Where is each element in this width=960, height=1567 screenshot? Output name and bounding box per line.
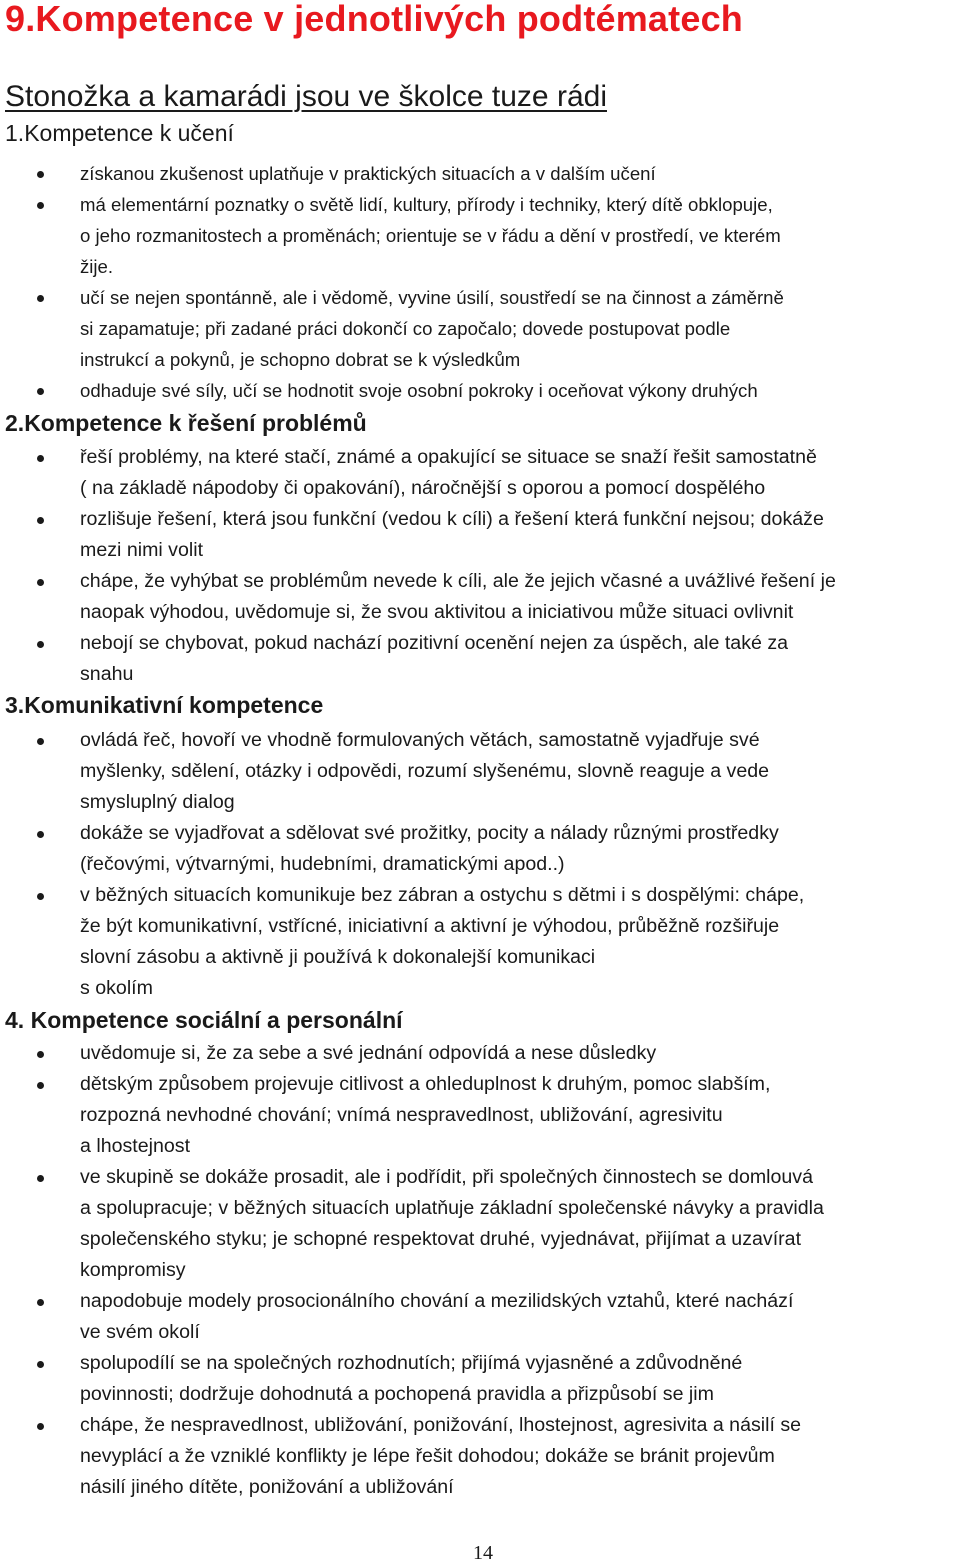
list-item-text: naopak výhodou, uvědomuje si, že svou aktivitou a iniciativou může situaci ovlivnit — [80, 601, 794, 623]
section-number: 4. — [5, 1007, 31, 1033]
list-item — [0, 375, 960, 406]
section-2-list — [0, 442, 960, 690]
section-4-list — [0, 1038, 960, 1503]
list-item-text: myšlenky, sdělení, otázky i odpovědi, rozumí slyšenému, slovně reaguje a vede — [80, 760, 770, 782]
list-item-text: chápe, že vyhýbat se problémům nevede k cíli, ale že jejich včasné a uvážlivé řešení je — [80, 570, 836, 592]
list-item-text: žije. — [80, 256, 114, 277]
list-item — [0, 442, 960, 504]
bullet-icon — [37, 517, 44, 524]
list-item-text: řeší problémy, na které stačí, známé a opakující se situace se snaží řešit samostatně — [80, 446, 817, 468]
bullet-icon — [37, 1175, 44, 1182]
bullet-icon — [37, 831, 44, 838]
list-item-text: s okolím — [80, 977, 153, 999]
list-item — [0, 880, 960, 1004]
list-item-text: odhaduje své síly, učí se hodnotit svoje osobní pokroky i oceňovat výkony druhých — [80, 380, 758, 401]
list-item — [0, 628, 960, 690]
list-item-text: chápe, že nespravedlnost, ubližování, ponižování, lhostejnost, agresivita a násilí se — [80, 1414, 802, 1436]
section-3-list — [0, 725, 960, 1004]
list-item — [0, 725, 960, 818]
list-item-text: a lhostejnost — [80, 1135, 191, 1157]
list-item-text: má elementární poznatky o světě lidí, kultury, přírody i techniky, který dítě obklopuje, — [80, 194, 773, 215]
list-item-text: rozpozná nevhodné chování; vnímá nespravedlnost, ubližování, agresivitu — [80, 1104, 723, 1126]
bullet-icon — [37, 202, 44, 209]
list-item — [0, 566, 960, 628]
list-item-text: instrukcí a pokynů, je schopno dobrat se k výsledkům — [80, 349, 521, 370]
section-1-list — [0, 158, 960, 406]
list-item-text: ovládá řeč, hovoří ve vhodně formulovaných větách, samostatně vyjadřuje své — [80, 729, 760, 751]
list-item-text: že být komunikativní, vstřícné, iniciativní a aktivní je výhodou, průběžně rozšiřuje — [80, 915, 780, 937]
list-item — [0, 158, 960, 189]
list-item — [0, 1038, 960, 1069]
section-title: Kompetence k učení — [24, 120, 234, 146]
list-item-text: a spolupracuje; v běžných situacích uplatňuje základní společenské návyky a pravidla — [80, 1197, 824, 1219]
page-subtitle: Stonožka a kamarádi jsou ve školce tuze rádi — [5, 80, 607, 113]
section-title: Komunikativní kompetence — [24, 692, 324, 718]
list-item-text: ve svém okolí — [80, 1321, 200, 1343]
section-number: 2. — [5, 410, 25, 436]
list-item-text: napodobuje modely prosocionálního chování a mezilidských vztahů, které nachází — [80, 1290, 794, 1312]
list-item-text: ( na základě nápodoby či opakování), náročnější s oporou a pomocí dospělého — [80, 477, 766, 499]
list-item-text: uvědomuje si, že za sebe a své jednání odpovídá a nese důsledky — [80, 1042, 657, 1064]
list-item-text: mezi nimi volit — [80, 539, 204, 561]
list-item — [0, 504, 960, 566]
section-heading-4 — [5, 1005, 403, 1035]
section-heading-3 — [5, 690, 323, 720]
bullet-icon — [37, 1299, 44, 1306]
list-item — [0, 282, 960, 375]
list-item-text: nevyplácí a že vzniklé konflikty je lépe řešit dohodou; dokáže se bránit projevům — [80, 1445, 775, 1467]
list-item-text: rozlišuje řešení, která jsou funkční (vedou k cíli) a řešení která funkční nejsou; dokáže — [80, 508, 824, 530]
list-item-text: povinnosti; dodržuje dohodnutá a pochopená pravidla a přizpůsobí se jim — [80, 1383, 714, 1405]
bullet-icon — [37, 893, 44, 900]
bullet-icon — [37, 1361, 44, 1368]
bullet-icon — [37, 579, 44, 586]
bullet-icon — [37, 1051, 44, 1058]
page-number: 14 — [473, 1542, 493, 1564]
section-heading-1 — [5, 118, 234, 148]
bullet-icon — [37, 1082, 44, 1089]
list-item-text: společenského styku; je schopné respektovat druhé, vyjednávat, přijímat a uzavírat — [80, 1228, 802, 1250]
bullet-icon — [37, 455, 44, 462]
list-item — [0, 818, 960, 880]
bullet-icon — [37, 295, 44, 302]
list-item-text: ve skupině se dokáže prosadit, ale i podřídit, při společných činnostech se domlouvá — [80, 1166, 814, 1188]
list-item-text: kompromisy — [80, 1259, 186, 1281]
list-item-text: si zapamatuje; při zadané práci dokončí co započalo; dovede postupovat podle — [80, 318, 731, 339]
section-heading-2 — [5, 408, 367, 438]
bullet-icon — [37, 738, 44, 745]
list-item — [0, 1410, 960, 1503]
list-item-text: o jeho rozmanitostech a proměnách; orientuje se v řádu a dění v prostředí, ve kterém — [80, 225, 781, 246]
list-item-text: snahu — [80, 663, 134, 685]
section-title: Kompetence k řešení problémů — [24, 410, 367, 436]
bullet-icon — [37, 171, 44, 178]
list-item — [0, 1348, 960, 1410]
section-number: 1. — [5, 120, 25, 146]
list-item — [0, 1162, 960, 1286]
list-item-text: (řečovými, výtvarnými, hudebními, dramatickými apod..) — [80, 853, 565, 875]
list-item-text: dětským způsobem projevuje citlivost a ohleduplnost k druhým, pomoc slabším, — [80, 1073, 771, 1095]
list-item-text: nebojí se chybovat, pokud nachází pozitivní ocenění nejen za úspěch, ale také za — [80, 632, 789, 654]
list-item-text: v běžných situacích komunikuje bez zábran a ostychu s dětmi i s dospělými: chápe, — [80, 884, 805, 906]
list-item-text: slovní zásobu a aktivně ji používá k dokonalejší komunikaci — [80, 946, 596, 968]
bullet-icon — [37, 1423, 44, 1430]
list-item-text: smysluplný dialog — [80, 791, 235, 813]
section-number: 3. — [5, 692, 25, 718]
list-item-text: získanou zkušenost uplatňuje v praktických situacích a v dalším učení — [80, 163, 656, 184]
list-item-text: spolupodílí se na společných rozhodnutích; přijímá vyjasněné a zdůvodněné — [80, 1352, 743, 1374]
list-item-text: násilí jiného dítěte, ponižování a ubližování — [80, 1476, 454, 1498]
list-item-text: dokáže se vyjadřovat a sdělovat své prožitky, pocity a nálady různými prostředky — [80, 822, 779, 844]
bullet-icon — [37, 641, 44, 648]
bullet-icon — [37, 388, 44, 395]
page-title: 9.Kompetence v jednotlivých podtématech — [5, 0, 743, 39]
list-item-text: učí se nejen spontánně, ale i vědomě, vyvine úsilí, soustředí se na činnost a záměrně — [80, 287, 784, 308]
list-item — [0, 1286, 960, 1348]
section-title: Kompetence sociální a personální — [30, 1007, 403, 1033]
list-item — [0, 189, 960, 282]
list-item — [0, 1069, 960, 1162]
